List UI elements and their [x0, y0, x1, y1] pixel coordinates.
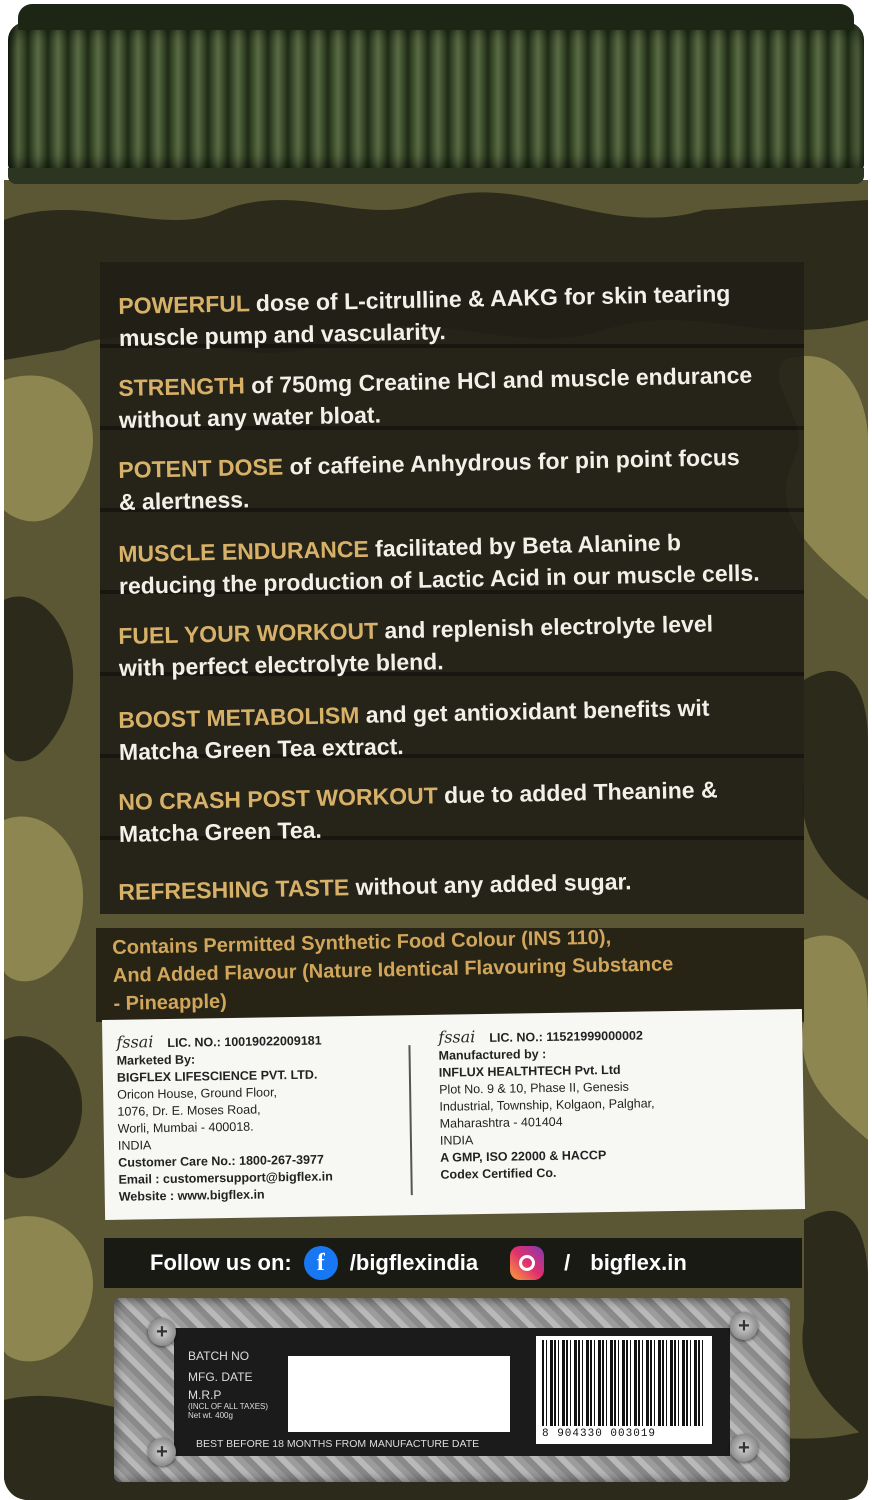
barcode-bars — [542, 1340, 706, 1426]
benefit-highlight: REFRESHING TASTE — [118, 874, 350, 905]
label-info-box — [102, 1009, 805, 1220]
benefit-highlight: POTENT DOSE — [118, 453, 284, 483]
fssai-logo: fssai — [116, 1032, 154, 1052]
marketer-addr-1: Oricon House, Ground Floor, — [117, 1085, 278, 1102]
benefit-text-2: Matcha Green Tea. — [118, 816, 323, 847]
marketer-name: BIGFLEX LIFESCIENCE PVT. LTD. — [116, 1067, 318, 1085]
email: Email : customersupport@bigflex.in — [118, 1169, 333, 1187]
benefit-highlight: MUSCLE ENDURANCE — [118, 535, 370, 567]
screw-icon: + — [148, 1438, 176, 1466]
net-weight: Net wt. 400g — [188, 1411, 233, 1420]
manufacturer-lic: LIC. NO.: 11521999000002 — [489, 1028, 643, 1045]
benefit-highlight: NO CRASH POST WORKOUT — [118, 782, 438, 815]
benefit-highlight: POWERFUL — [118, 290, 250, 319]
screw-icon: + — [148, 1318, 176, 1346]
marketer-label: Marketed By: — [116, 1052, 196, 1068]
benefit-text-2: reducing the production of Lactic Acid in our muscle cells. — [118, 559, 760, 599]
benefit-highlight: FUEL YOUR WORKOUT — [118, 617, 379, 649]
website: Website : www.bigflex.in — [118, 1187, 265, 1204]
marketer-block — [116, 1029, 399, 1205]
manufacturer-block — [438, 1023, 790, 1183]
benefit-text: of caffeine Anhydrous for pin point focus — [282, 443, 740, 480]
benefit-text: of 750mg Creatine HCl and muscle endurance — [244, 361, 753, 399]
batch-value-box — [288, 1356, 510, 1432]
mrp-label: M.R.P — [188, 1388, 222, 1402]
best-before: BEST BEFORE 18 MONTHS FROM MANUFACTURE DATE — [196, 1438, 480, 1450]
colour-note-line-3: - Pineapple) — [113, 990, 228, 1015]
divider — [408, 1045, 412, 1195]
cap-top — [18, 4, 854, 30]
barcode-number: 8 904330 003019 — [542, 1428, 657, 1440]
benefit-text-2: with perfect electrolyte blend. — [118, 648, 444, 681]
benefit-text: facilitated by Beta Alanine b — [368, 529, 682, 562]
cap-rim — [8, 168, 864, 184]
marketer-addr-2: 1076, Dr. E. Moses Road, — [117, 1102, 261, 1119]
colour-note-line-2: And Added Flavour (Nature Identical Flavouring Substance — [112, 953, 674, 987]
benefit-text-2: muscle pump and vascularity. — [118, 318, 447, 351]
barcode — [536, 1336, 712, 1444]
certification-1: A GMP, ISO 22000 & HACCP — [440, 1148, 607, 1165]
batch-label: BATCH NO — [188, 1349, 250, 1363]
batch-plate — [114, 1298, 790, 1482]
mrp-note: (INCL OF ALL TAXES) — [188, 1402, 269, 1411]
follow-label: Follow us on: — [150, 1250, 292, 1275]
marketer-addr-3: Worli, Mumbai - 400018. — [117, 1119, 254, 1136]
benefit-highlight: BOOST METABOLISM — [118, 701, 360, 733]
manufacturer-addr-1: Plot No. 9 & 10, Phase II, Genesis — [439, 1079, 629, 1097]
mfg-label: MFG. DATE — [188, 1370, 253, 1384]
separator: / — [564, 1250, 571, 1275]
follow-bar — [104, 1238, 802, 1288]
benefit-text: and get antioxidant benefits wit — [359, 694, 710, 728]
marketer-country: INDIA — [117, 1138, 152, 1153]
manufacturer-country: INDIA — [439, 1133, 474, 1148]
manufacturer-addr-2: Industrial, Township, Kolgaon, Palghar, — [439, 1096, 655, 1114]
benefit-text-2: Matcha Green Tea extract. — [118, 733, 404, 765]
facebook-handle: /bigflexindia — [349, 1250, 479, 1275]
jar-cap — [8, 22, 864, 174]
fssai-logo: fssai — [438, 1027, 476, 1047]
customer-care: Customer Care No.: 1800-267-3977 — [118, 1152, 324, 1170]
benefit-text-2: without any water bloat. — [118, 401, 382, 433]
screw-icon: + — [730, 1434, 758, 1462]
site-link: bigflex.in — [590, 1250, 687, 1275]
benefit-text: without any added sugar. — [348, 868, 632, 901]
manufacturer-name: INFLUX HEALTHTECH Pvt. Ltd — [438, 1062, 621, 1080]
certification-2: Codex Certified Co. — [440, 1165, 557, 1182]
batch-labels — [188, 1346, 268, 1420]
benefit-text: and replenish electrolyte level — [377, 610, 714, 644]
marketer-lic: LIC. NO.: 10019022009181 — [167, 1033, 322, 1050]
colour-note — [112, 919, 814, 1018]
benefit-highlight: STRENGTH — [118, 372, 246, 401]
instagram-icon — [510, 1246, 544, 1280]
screw-icon: + — [730, 1312, 758, 1340]
manufacturer-addr-3: Maharashtra - 401404 — [439, 1114, 563, 1131]
manufacturer-label: Manufactured by : — [438, 1047, 547, 1063]
colour-note-line-1: Contains Permitted Synthetic Food Colour (INS 110), — [112, 926, 612, 959]
benefit-text-2: & alertness. — [118, 486, 250, 515]
benefit-text: due to added Theanine & — [437, 776, 718, 809]
benefit-text: dose of L-citrulline & AAKG for skin tearing — [249, 280, 731, 317]
facebook-icon: f — [304, 1246, 338, 1280]
